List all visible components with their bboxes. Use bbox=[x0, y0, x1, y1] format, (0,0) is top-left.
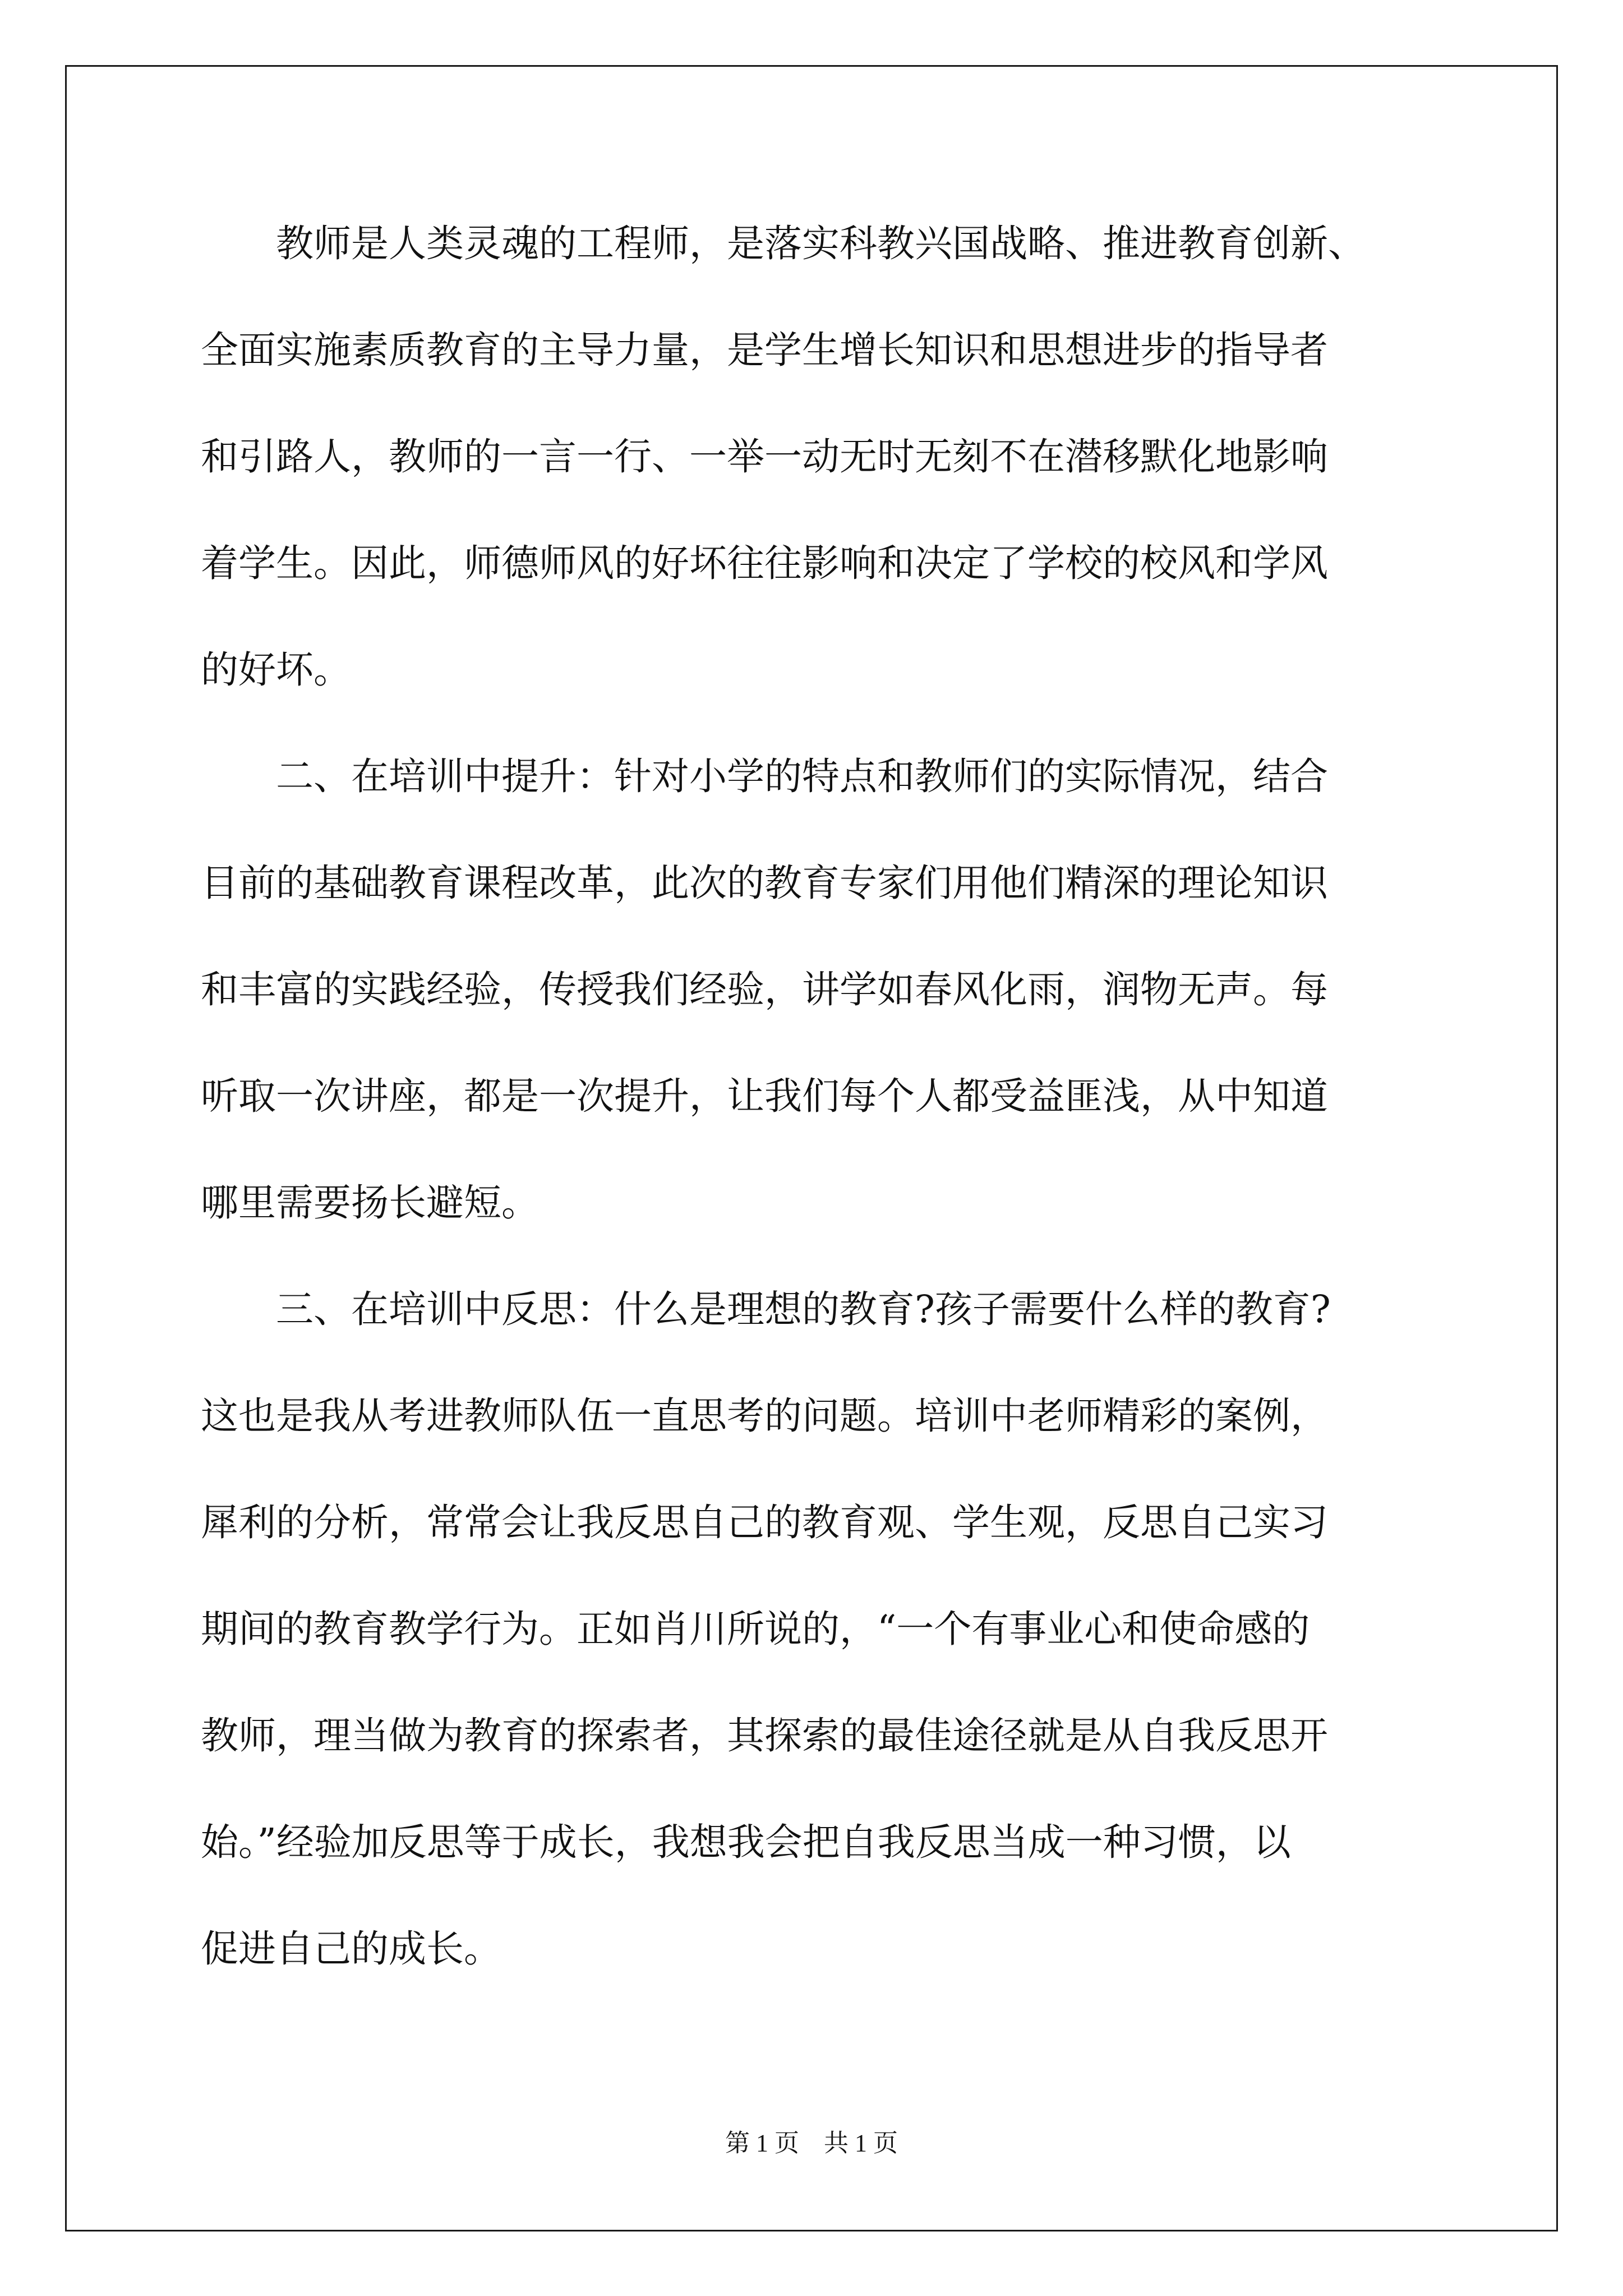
page-number-footer: 第 1 页 共 1 页 bbox=[725, 2129, 898, 2157]
paragraph-1-line-5: 的好坏。 bbox=[201, 648, 351, 692]
paragraph-2-line-4: 听取一次讲座，都是一次提升，让我们每个人都受益匪浅，从中知道 bbox=[201, 1074, 1328, 1118]
paragraph-3-line-6: 始。”经验加反思等于成长，我想我会把自我反思当成一种习惯，以 bbox=[201, 1820, 1291, 1864]
page-border bbox=[65, 65, 1558, 2231]
paragraph-1-line-3: 和引路人，教师的一言一行、一举一动无时无刻不在潜移默化地影响 bbox=[201, 435, 1328, 478]
paragraph-2-line-2: 目前的基础教育课程改革，此次的教育专家们用他们精深的理论知识 bbox=[201, 861, 1328, 905]
paragraph-2-line-3: 和丰富的实践经验，传授我们经验，讲学如春风化雨，润物无声。每 bbox=[201, 968, 1328, 1011]
paragraph-3-line-2: 这也是我从考进教师队伍一直思考的问题。培训中老师精彩的案例， bbox=[201, 1394, 1328, 1438]
paragraph-3-line-3: 犀利的分析，常常会让我反思自己的教育观、学生观，反思自己实习 bbox=[201, 1501, 1328, 1544]
paragraph-3-line-5: 教师，理当做为教育的探索者，其探索的最佳途径就是从自我反思开 bbox=[201, 1714, 1328, 1757]
paragraph-2-line-1: 二、在培训中提升：针对小学的特点和教师们的实际情况，结合 bbox=[201, 754, 1328, 798]
paragraph-3-line-4: 期间的教育教学行为。正如肖川所说的，“一个有事业心和使命感的 bbox=[201, 1607, 1310, 1651]
paragraph-3-line-7: 促进自己的成长。 bbox=[201, 1927, 501, 1971]
paragraph-3-line-1: 三、在培训中反思：什么是理想的教育?孩子需要什么样的教育? bbox=[201, 1287, 1331, 1331]
paragraph-1-line-2: 全面实施素质教育的主导力量，是学生增长知识和思想进步的指导者 bbox=[201, 328, 1328, 372]
paragraph-1-line-4: 着学生。因此，师德师风的好坏往往影响和决定了学校的校风和学风 bbox=[201, 541, 1328, 585]
paragraph-2-line-5: 哪里需要扬长避短。 bbox=[201, 1181, 539, 1225]
paragraph-1-line-1: 教师是人类灵魂的工程师，是落实科教兴国战略、推进教育创新、 bbox=[201, 222, 1366, 265]
